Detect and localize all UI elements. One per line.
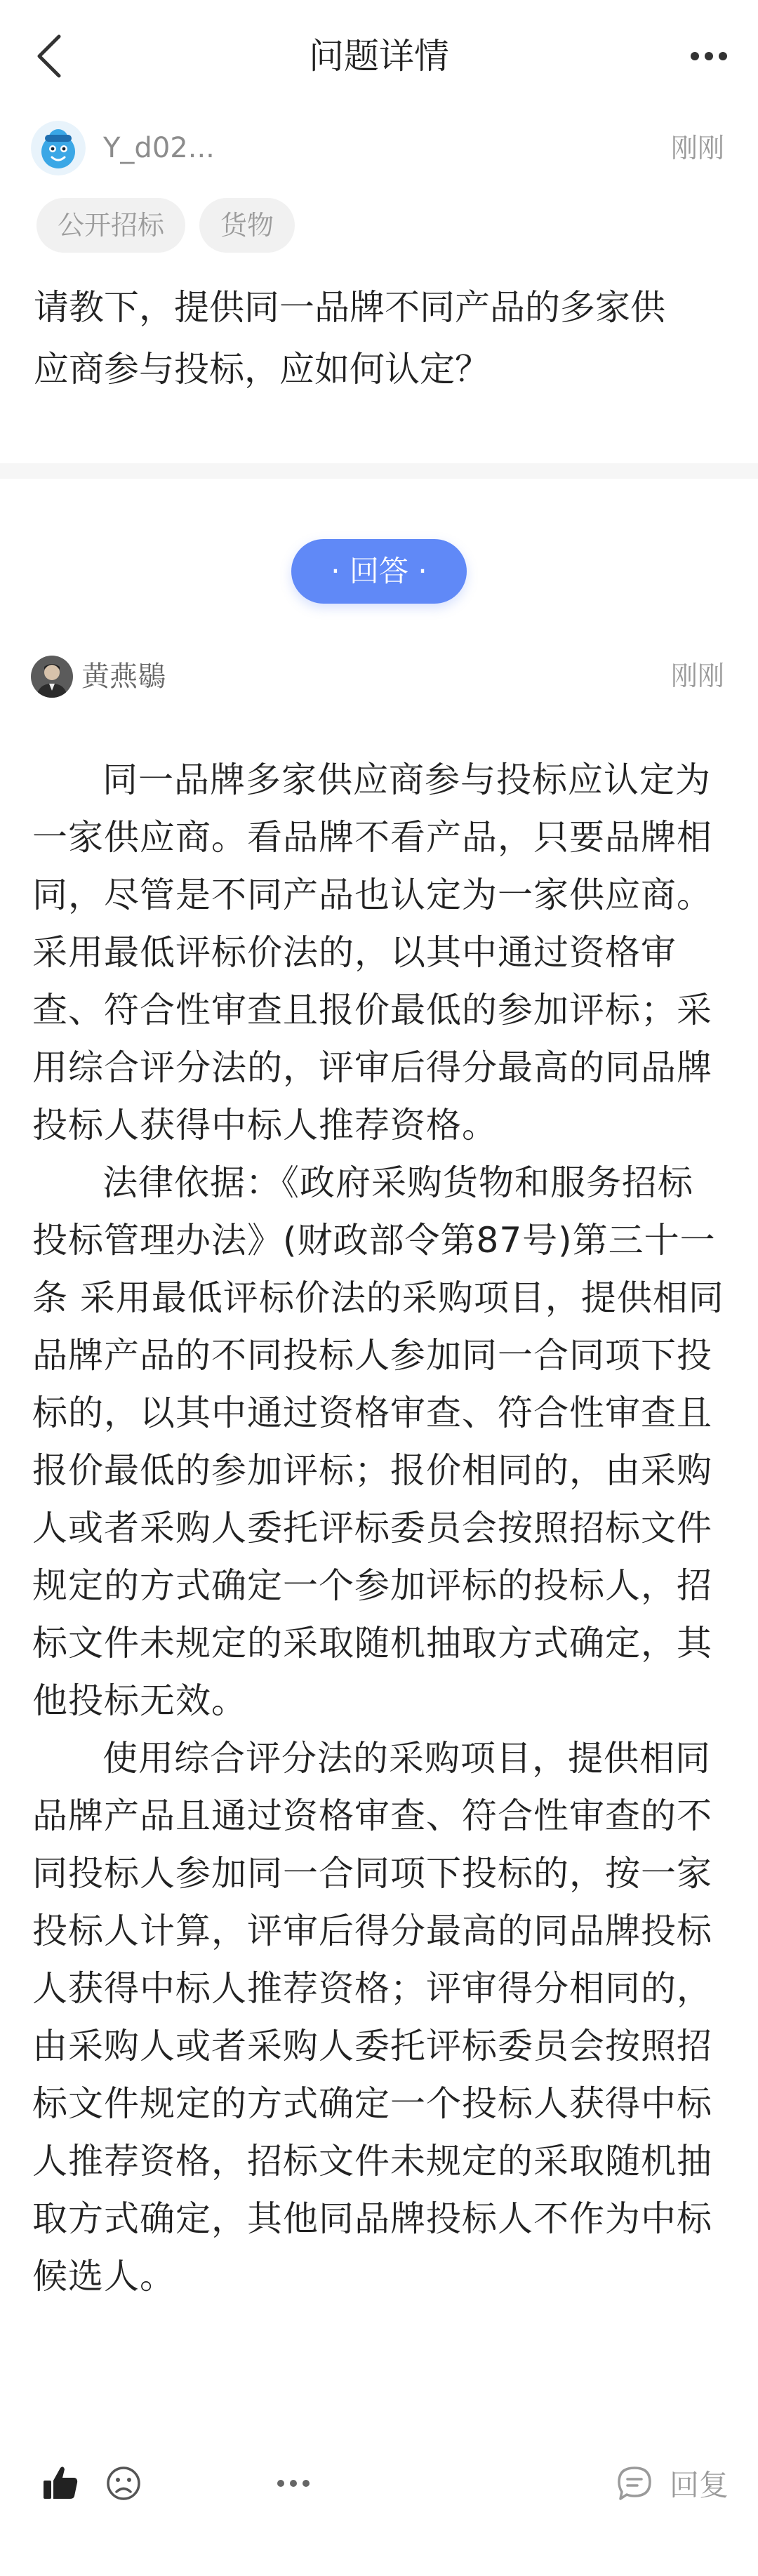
avatar[interactable] xyxy=(31,121,86,175)
section-divider xyxy=(0,463,758,479)
answer-timestamp: 刚刚 xyxy=(670,660,724,691)
answer-paragraph: 法律依据：《政府采购货物和服务招标投标管理办法》(财政部令第87号)第三十一条 采用最低评标价法的采购项目，提供相同品牌产品的不同投标人参加同一合同项下投标的，以其中通过资格审查、符合性审查且报价最低的参加评标；报价相同的，由采购人或者采购人委托评标委员会按照招标文件规定的方式确定一个参加评标的投标人，招标文件未规定的采取随机抽取方式确定，其他投标无效。 xyxy=(32,1162,724,1721)
more-dots-icon xyxy=(272,2464,314,2503)
tag-list xyxy=(36,198,295,253)
page-title: 问题详情 xyxy=(309,36,449,77)
person-photo-icon xyxy=(31,656,73,698)
tag-public-tender[interactable]: 公开招标 xyxy=(36,198,185,253)
dislike-button[interactable] xyxy=(104,2464,143,2503)
answer-author-row xyxy=(31,654,727,701)
avatar[interactable] xyxy=(31,656,73,698)
question-author-row xyxy=(31,121,727,177)
like-button[interactable] xyxy=(41,2464,80,2503)
reply-label: 回复 xyxy=(669,2468,729,2502)
sad-face-icon xyxy=(104,2464,143,2503)
comment-bubble-icon xyxy=(615,2464,654,2503)
more-button[interactable] xyxy=(681,28,737,84)
answer-body xyxy=(32,751,727,2305)
cartoon-avatar-icon xyxy=(31,121,86,175)
nav-bar xyxy=(0,0,758,116)
tag-goods[interactable]: 货物 xyxy=(199,198,295,253)
answer-author-name[interactable]: 黄燕鶡 xyxy=(81,660,166,693)
more-actions-button[interactable] xyxy=(272,2464,314,2503)
answer-label-pill: · 回答 · xyxy=(291,539,467,604)
question-text-line: 请教下，提供同一品牌不同产品的多家供 xyxy=(34,287,665,328)
more-dots-icon xyxy=(689,51,729,62)
question-text-line: 应商参与投标，应如何认定？ xyxy=(34,349,490,390)
answer-paragraph: 使用综合评分法的采购项目，提供相同品牌产品且通过资格审查、符合性审查的不同投标人参加同一合同项下投标的，按一家投标人计算，评审后得分最高的同品牌投标人获得中标人推荐资格；评审得分相同的，由采购人或者采购人委托评标委员会按照招标文件规定的方式确定一个投标人获得中标人推荐资格，招标文件未规定的采取随机抽取方式确定，其他同品牌投标人不作为中标候选人。 xyxy=(32,1738,712,2297)
reply-button[interactable] xyxy=(615,2461,729,2506)
answer-paragraph: 同一品牌多家供应商参与投标应认定为一家供应商。看品牌不看产品，只要品牌相同，尽管是不同产品也认定为一家供应商。采用最低评标价法的，以其中通过资格审查、符合性审查且报价最低的参加评标；采用综合评分法的，评审后得分最高的同品牌投标人获得中标人推荐资格。 xyxy=(32,759,712,1146)
question-author-name[interactable]: Y_d02... xyxy=(103,132,215,164)
thumbs-up-icon xyxy=(41,2464,80,2503)
action-bar xyxy=(0,2443,758,2527)
question-text xyxy=(34,277,724,400)
question-timestamp: 刚刚 xyxy=(670,133,724,164)
